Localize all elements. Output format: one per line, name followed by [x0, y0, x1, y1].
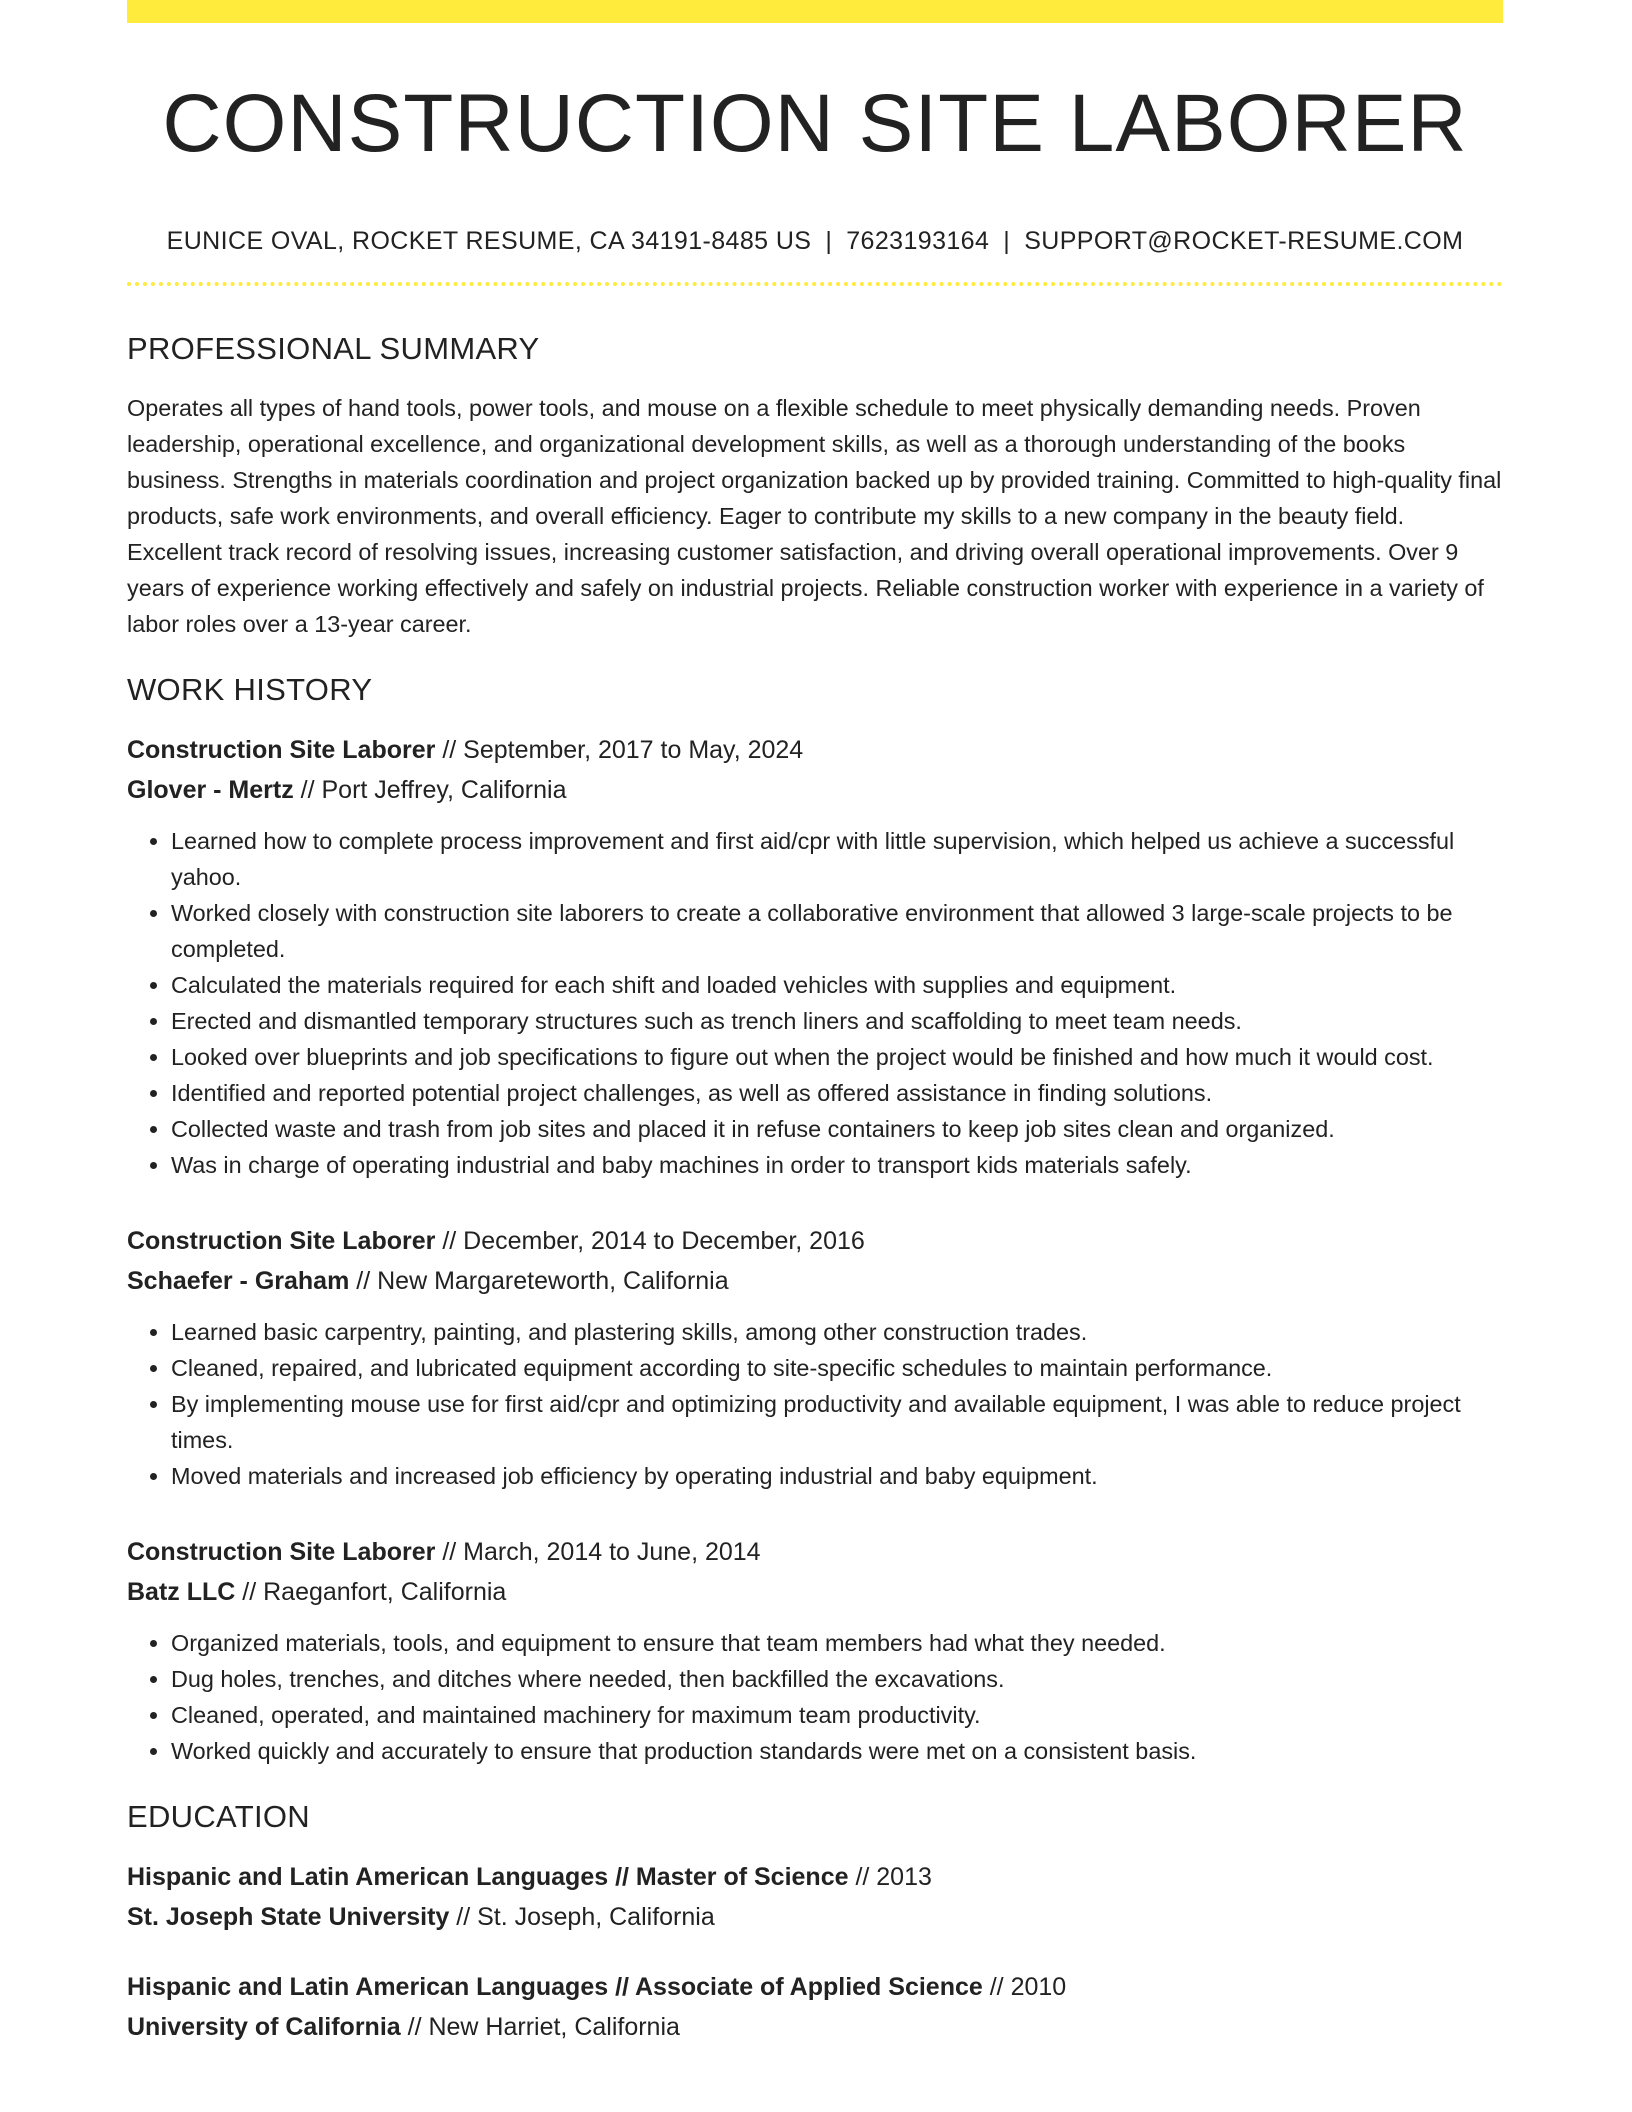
job-bullet: • Collected waste and trash from job sites and placed it in refuse containers to keep job sites clean and organized. [171, 1111, 1503, 1147]
job-bullet: • Moved materials and increased job efficiency by operating industrial and baby equipment. [171, 1458, 1503, 1494]
job-title-line [127, 1532, 1503, 1572]
education-year: // 2010 [982, 1973, 1067, 2002]
top-accent-bar [127, 0, 1503, 23]
education-school-line [127, 1897, 1503, 1937]
job-entry [127, 730, 1503, 1183]
education-school: University of California [127, 2013, 401, 2042]
job-bullet: • Was in charge of operating industrial and baby machines in order to transport kids materials safely. [171, 1147, 1503, 1183]
job-title-line [127, 730, 1503, 770]
job-company: Schaefer - Graham [127, 1267, 350, 1296]
contact-address: EUNICE OVAL, ROCKET RESUME, CA 34191-8485 US [166, 227, 812, 256]
job-title: Construction Site Laborer [127, 1538, 436, 1567]
contact-email: SUPPORT@ROCKET-RESUME.COM [1024, 227, 1464, 256]
job-title: Construction Site Laborer [127, 736, 436, 765]
job-entry [127, 1532, 1503, 1769]
contact-separator: | [825, 227, 833, 256]
job-dates: // September, 2017 to May, 2024 [435, 736, 804, 765]
job-bullet: • Cleaned, operated, and maintained machinery for maximum team productivity. [171, 1697, 1503, 1733]
job-location: // Port Jeffrey, California [293, 776, 567, 805]
job-bullet: • Calculated the materials required for each shift and loaded vehicles with supplies and equipment. [171, 967, 1503, 1003]
education-degree-line [127, 1967, 1503, 2007]
job-bullet: • Erected and dismantled temporary structures such as trench liners and scaffolding to meet team needs. [171, 1003, 1503, 1039]
job-bullet: • Learned how to complete process improvement and first aid/cpr with little supervision, which helped us achieve a successful yahoo. [171, 823, 1503, 895]
summary-text: Operates all types of hand tools, power tools, and mouse on a flexible schedule to meet physically demanding needs. Proven leadership, operational excellence, and organizational development skills, as well as a thorough understanding of the books business. Strengths in materials coordination and project organization backed up by provided training. Committed to high-quality final products, safe work environments, and overall efficiency. Eager to contribute my skills to a new company in the beauty field. Excellent track record of resolving issues, increasing customer satisfaction, and driving overall operational improvements. Over 9 years of experience working effectively and safely on industrial projects. Reliable construction worker with experience in a variety of labor roles over a 13-year career. [127, 395, 1502, 638]
job-company-line [127, 1261, 1503, 1301]
job-title-line [127, 1221, 1503, 1261]
contact-phone: 7623193164 [846, 227, 990, 256]
dotted-divider [127, 282, 1503, 286]
education-location: // St. Joseph, California [449, 1903, 715, 1932]
job-company: Glover - Mertz [127, 776, 294, 805]
job-bullet: • Organized materials, tools, and equipment to ensure that team members had what they needed. [171, 1625, 1503, 1661]
job-bullets [127, 823, 1503, 1183]
job-dates: // March, 2014 to June, 2014 [435, 1538, 761, 1567]
job-location: // New Margareteworth, California [349, 1267, 729, 1296]
education-school-line [127, 2007, 1503, 2047]
education-entry [127, 1967, 1503, 2047]
job-bullet: • Cleaned, repaired, and lubricated equipment according to site-specific schedules to maintain performance. [171, 1350, 1503, 1386]
resume-page [127, 0, 1503, 2047]
job-dates: // December, 2014 to December, 2016 [435, 1227, 865, 1256]
job-bullet: • Identified and reported potential project challenges, as well as offered assistance in finding solutions. [171, 1075, 1503, 1111]
education-degree: Hispanic and Latin American Languages // Associate of Applied Science [127, 1973, 983, 2002]
job-bullet: • Looked over blueprints and job specifications to figure out when the project would be finished and how much it would cost. [171, 1039, 1503, 1075]
job-company: Batz LLC [127, 1578, 236, 1607]
education-location: // New Harriet, California [400, 2013, 680, 2042]
education-degree: Hispanic and Latin American Languages // Master of Science [127, 1863, 849, 1892]
contact-separator: | [1003, 227, 1011, 256]
job-bullet: • Worked quickly and accurately to ensure that production standards were met on a consistent basis. [171, 1733, 1503, 1769]
job-bullet: • Dug holes, trenches, and ditches where needed, then backfilled the excavations. [171, 1661, 1503, 1697]
job-bullet: • Learned basic carpentry, painting, and plastering skills, among other construction trades. [171, 1314, 1503, 1350]
job-bullet: • By implementing mouse use for first aid/cpr and optimizing productivity and available equipment, I was able to reduce project times. [171, 1386, 1503, 1458]
summary-heading: PROFESSIONAL SUMMARY [127, 331, 540, 367]
education-entry [127, 1857, 1503, 1937]
job-company-line [127, 770, 1503, 810]
job-bullets [127, 1314, 1503, 1494]
job-location: // Raeganfort, California [235, 1578, 507, 1607]
resume-title: CONSTRUCTION SITE LABORER [162, 78, 1468, 169]
job-title: Construction Site Laborer [127, 1227, 436, 1256]
job-bullet: • Worked closely with construction site laborers to create a collaborative environment that allowed 3 large-scale projects to be completed. [171, 895, 1503, 967]
job-bullets [127, 1625, 1503, 1769]
job-entry [127, 1221, 1503, 1494]
work-history-heading: WORK HISTORY [127, 672, 373, 708]
education-school: St. Joseph State University [127, 1903, 450, 1932]
education-year: // 2013 [848, 1863, 932, 1892]
education-heading: EDUCATION [127, 1799, 310, 1835]
job-company-line [127, 1572, 1503, 1612]
contact-line [127, 227, 1503, 256]
education-degree-line [127, 1857, 1503, 1897]
